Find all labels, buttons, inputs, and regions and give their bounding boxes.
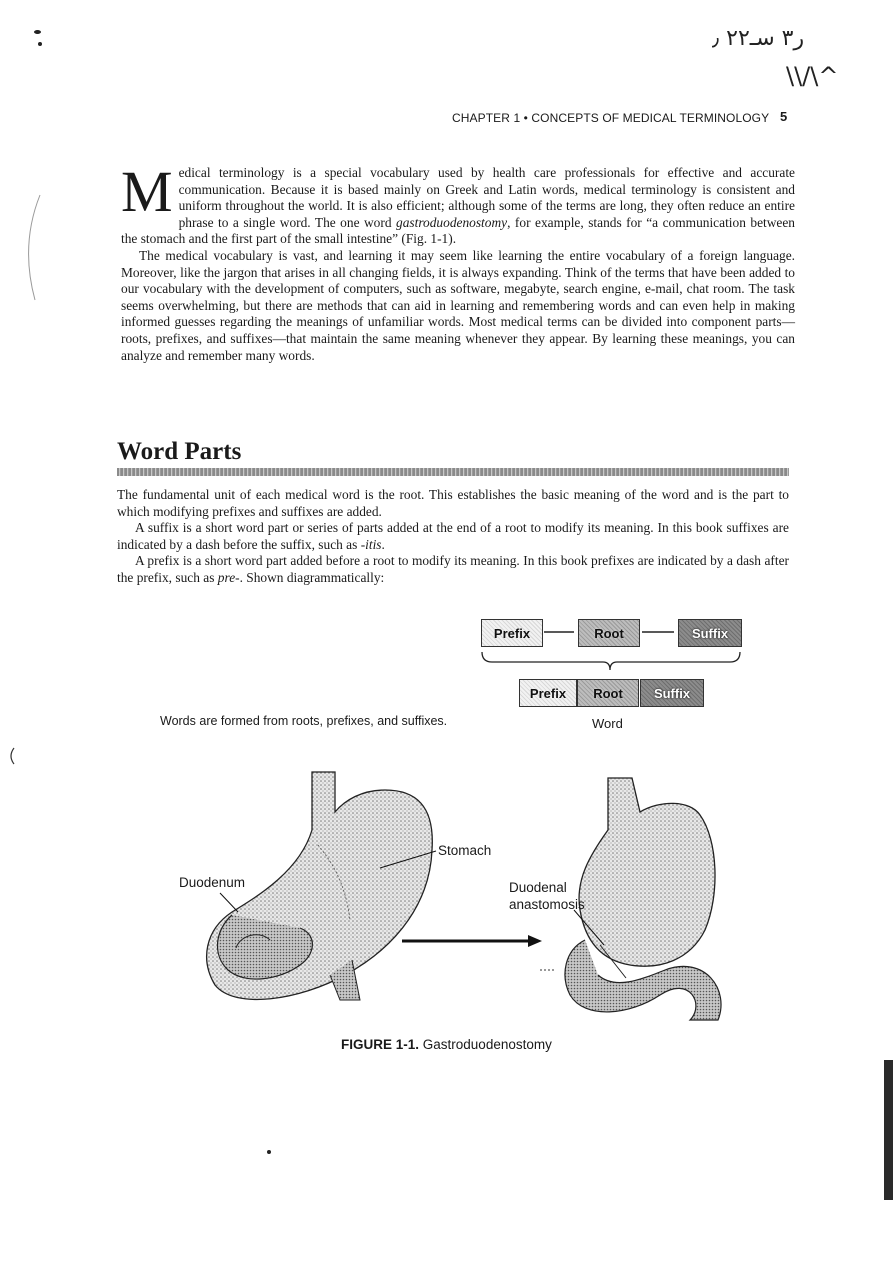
figure-title: Gastroduodenostomy [422, 1037, 552, 1052]
prefix-definition-tail: . Shown diagrammatically: [239, 569, 385, 585]
word-suffix-label: Suffix [653, 685, 691, 701]
word-prefix-label: Prefix [529, 685, 567, 701]
stomach-label: Stomach [438, 843, 492, 858]
diagram-caption: Words are formed from roots, prefixes, and suffixes. [160, 714, 448, 728]
figure-number: FIGURE 1-1. [341, 1037, 420, 1052]
handwritten-date: \\/\^ [786, 62, 839, 90]
diagram-root-label: Root [594, 625, 624, 641]
diagram-prefix-label: Prefix [493, 625, 531, 641]
suffix-example: -itis [360, 536, 382, 552]
anastomosis-label-line-2: anastomosis [509, 897, 585, 912]
word-parts-paragraph-1: The fundamental unit of each medical word is the root. This establishes the basic meaning of the word and is the part to which modifying prefixes and suffixes are added. [117, 487, 789, 519]
intro-paragraph-2: The medical vocabulary is vast, and learning it may seem like learning the entire vocabulary of a foreign language. Moreover, like the jargon that arises in all changing fields, it is always expanding. Think of the terms that have been added to our vocabulary with the development of computers, such as software, megabyte, search engine, e-mail, chat room. The task seems overwhelming, but there are methods that can aid in learning and remembering words and can even help in making informed guesses regarding the meanings of unfamiliar words. Most medical terms can be divided into component parts—roots, prefixes, and suffixes—that maintain the same meaning whenever they appear. By learning these meanings, you can analyze and remember many words. [121, 247, 795, 363]
duodenum-label: Duodenum [179, 875, 246, 890]
prefix-example: pre- [217, 569, 240, 585]
word-root-label: Root [593, 685, 623, 701]
running-head: CHAPTER 1 • CONCEPTS OF MEDICAL TERMINOLOGY [452, 111, 770, 125]
drop-cap: M [121, 159, 173, 224]
suffix-definition-tail: . [381, 536, 385, 552]
anastomosis-label-line-1: Duodenal [509, 880, 567, 895]
intro-paragraph-1-text: edical terminology is a special vocabulary used by health care professionals for effective and accurate communication. Because it is based mainly on Greek and Latin words, medical terminology is consistent and uniform throughout the world. It is also efficient; although some of the terms are long, they often reduce an entire phrase to a single word. The one word [178, 165, 795, 230]
intro-paragraph-1-tail: , for example, stands for “a communication between the stomach and the first part of the small intestine” (Fig. 1-1). [121, 214, 795, 247]
handwritten-note: ر٣ سـ٢٢ ٫ [712, 26, 805, 51]
section-heading: Word Parts [117, 438, 242, 465]
figure-caption [341, 1037, 552, 1052]
example-term: gastroduodenostomy [396, 214, 508, 230]
page-number: 5 [780, 109, 788, 124]
diagram-suffix-label: Suffix [691, 625, 729, 641]
prefix-definition: A prefix is a short word part added before a root to modify its meaning. In this book prefixes are indicated by a dash after the prefix, such as [117, 553, 789, 585]
suffix-definition: A suffix is a short word part or series of parts added at the end of a root to modify its meaning. In this book suffixes are indicated by a dash before the suffix, such as [117, 520, 789, 552]
diagram-word-label: Word [592, 716, 623, 731]
